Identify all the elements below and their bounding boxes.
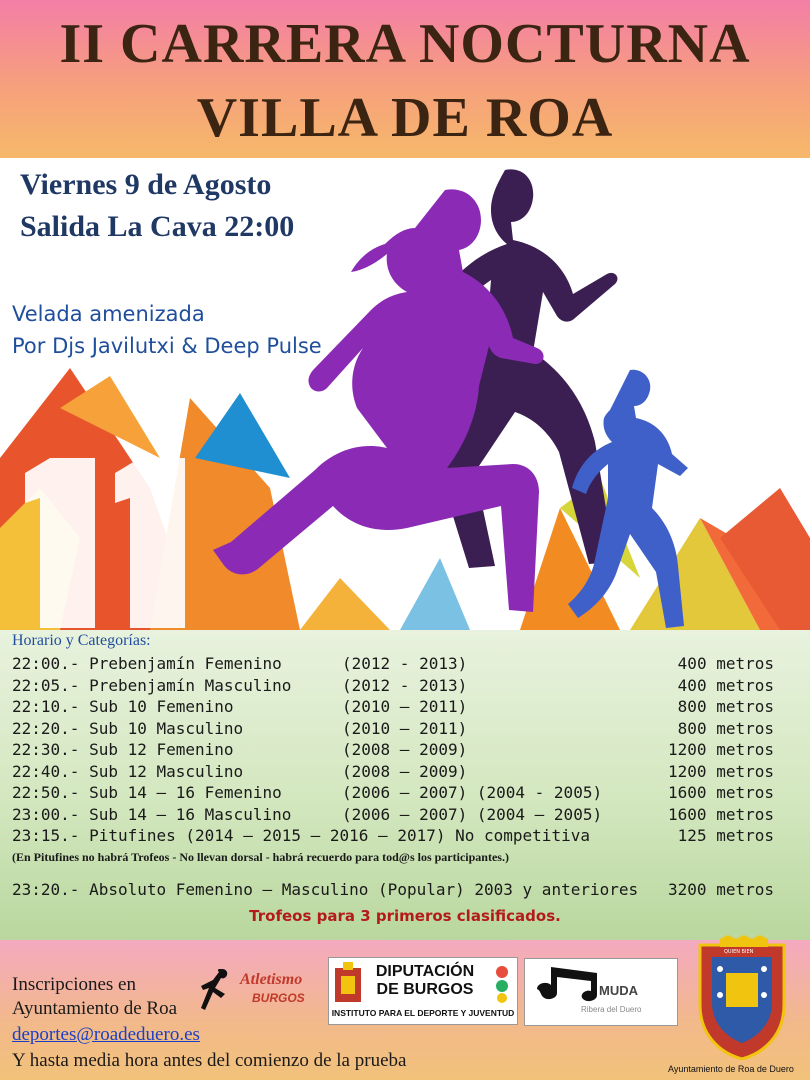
schedule-section <box>0 630 810 940</box>
row-years: (2006 – 2007) (2004 - 2005) <box>342 783 603 802</box>
escudo-motto: QUIEN BIEN <box>724 949 754 955</box>
hasta-line: Y hasta media hora antes del comienzo de la prueba <box>12 1050 407 1071</box>
row-distance: 800 metros <box>677 719 774 738</box>
row-category: 23:15.- Pitufines (2014 – 2015 – 2016 – 2017) No competitiva <box>12 826 590 845</box>
event-start: Salida La Cava 22:00 <box>20 210 295 243</box>
row-category: 23:20.- Absoluto Femenino – Masculino (Popular) 2003 y anteriores <box>12 880 639 899</box>
velada-line-1: Velada amenizada <box>12 302 205 326</box>
footer <box>0 940 810 1080</box>
muda-subtitle: Ribera del Duero <box>581 1005 642 1014</box>
diputacion-line-1: DIPUTACIÓN <box>375 963 475 980</box>
row-years: (2012 - 2013) <box>342 654 468 673</box>
ayuntamiento-line: Ayuntamiento de Roa <box>12 998 177 1019</box>
diputacion-name <box>365 963 485 999</box>
row-distance: 800 metros <box>677 697 774 716</box>
row-years: (2010 – 2011) <box>342 697 468 716</box>
schedule-row-absoluto <box>0 880 810 902</box>
diputacion-crest-icon <box>333 962 363 1006</box>
runner-logo-icon <box>200 965 240 1015</box>
event-date: Viernes 9 de Agosto <box>20 168 272 201</box>
row-distance: 1600 metros <box>668 805 774 824</box>
row-category: 22:50.- Sub 14 – 16 Femenino <box>12 783 282 802</box>
row-distance: 1200 metros <box>668 762 774 781</box>
schedule-row <box>0 762 810 784</box>
row-category: 22:05.- Prebenjamín Masculino <box>12 676 292 695</box>
mountain-shape <box>400 558 470 630</box>
mountain-shape <box>300 578 390 630</box>
schedule-row <box>0 654 810 676</box>
row-distance: 1200 metros <box>668 740 774 759</box>
schedule-row <box>0 719 810 741</box>
atletismo-burgos-logo <box>200 965 318 1015</box>
row-category: 22:20.- Sub 10 Masculino <box>12 719 244 738</box>
row-category: 22:00.- Prebenjamín Femenino <box>12 654 282 673</box>
row-years: (2008 – 2009) <box>342 740 468 759</box>
schedule-row <box>0 826 810 848</box>
trofeos-text: Trofeos para 3 primeros clasificados. <box>249 907 561 925</box>
row-distance: 125 metros <box>677 826 774 845</box>
row-category: 22:30.- Sub 12 Femenino <box>12 740 234 759</box>
schedule-title: Horario y Categorías: <box>12 632 151 649</box>
row-distance: 400 metros <box>677 676 774 695</box>
row-distance: 1600 metros <box>668 783 774 802</box>
row-category: 23:00.- Sub 14 – 16 Masculino <box>12 805 292 824</box>
row-years: (2010 – 2011) <box>342 719 468 738</box>
diputacion-subtitle: INSTITUTO PARA EL DEPORTE Y JUVENTUD <box>331 1008 515 1018</box>
row-distance: 400 metros <box>677 654 774 673</box>
inscripciones-line: Inscripciones en <box>12 974 136 995</box>
velada-line-2: Por Djs Javilutxi & Deep Pulse <box>12 334 322 358</box>
row-years: (2008 – 2009) <box>342 762 468 781</box>
title-line-2: VILLA DE ROA <box>196 87 614 149</box>
hero-illustration <box>0 158 810 630</box>
pitufines-note: (En Pitufines no habrá Trofeos - No llevan dorsal - habrá recuerdo para tod@s los participantes.) <box>12 850 509 864</box>
atletismo-text: Atletismo <box>240 971 303 988</box>
title-band <box>0 0 810 158</box>
burgos-text: BURGOS <box>252 991 305 1005</box>
schedule-row <box>0 805 810 827</box>
schedule-row <box>0 783 810 805</box>
ayuntamiento-caption: Ayuntamiento de Roa de Duero <box>668 1064 794 1074</box>
row-years: (2012 - 2013) <box>342 676 468 695</box>
row-distance: 3200 metros <box>668 880 774 899</box>
schedule-row <box>0 676 810 698</box>
muda-name: MUDA <box>599 983 638 998</box>
title-line-1: II CARRERA NOCTURNA <box>59 13 751 75</box>
diputacion-line-2: DE BURGOS <box>376 981 474 998</box>
diputacion-logo <box>328 957 518 1025</box>
muda-logo <box>524 958 678 1026</box>
row-category: 22:10.- Sub 10 Femenino <box>12 697 234 716</box>
email-link[interactable]: deportes@roadeduero.es <box>12 1024 200 1045</box>
diputacion-side-icon <box>491 964 513 1004</box>
roa-coat-of-arms <box>690 935 794 1060</box>
schedule-row <box>0 740 810 762</box>
row-years: (2006 – 2007) (2004 – 2005) <box>342 805 603 824</box>
row-category: 22:40.- Sub 12 Masculino <box>12 762 244 781</box>
schedule-row <box>0 697 810 719</box>
